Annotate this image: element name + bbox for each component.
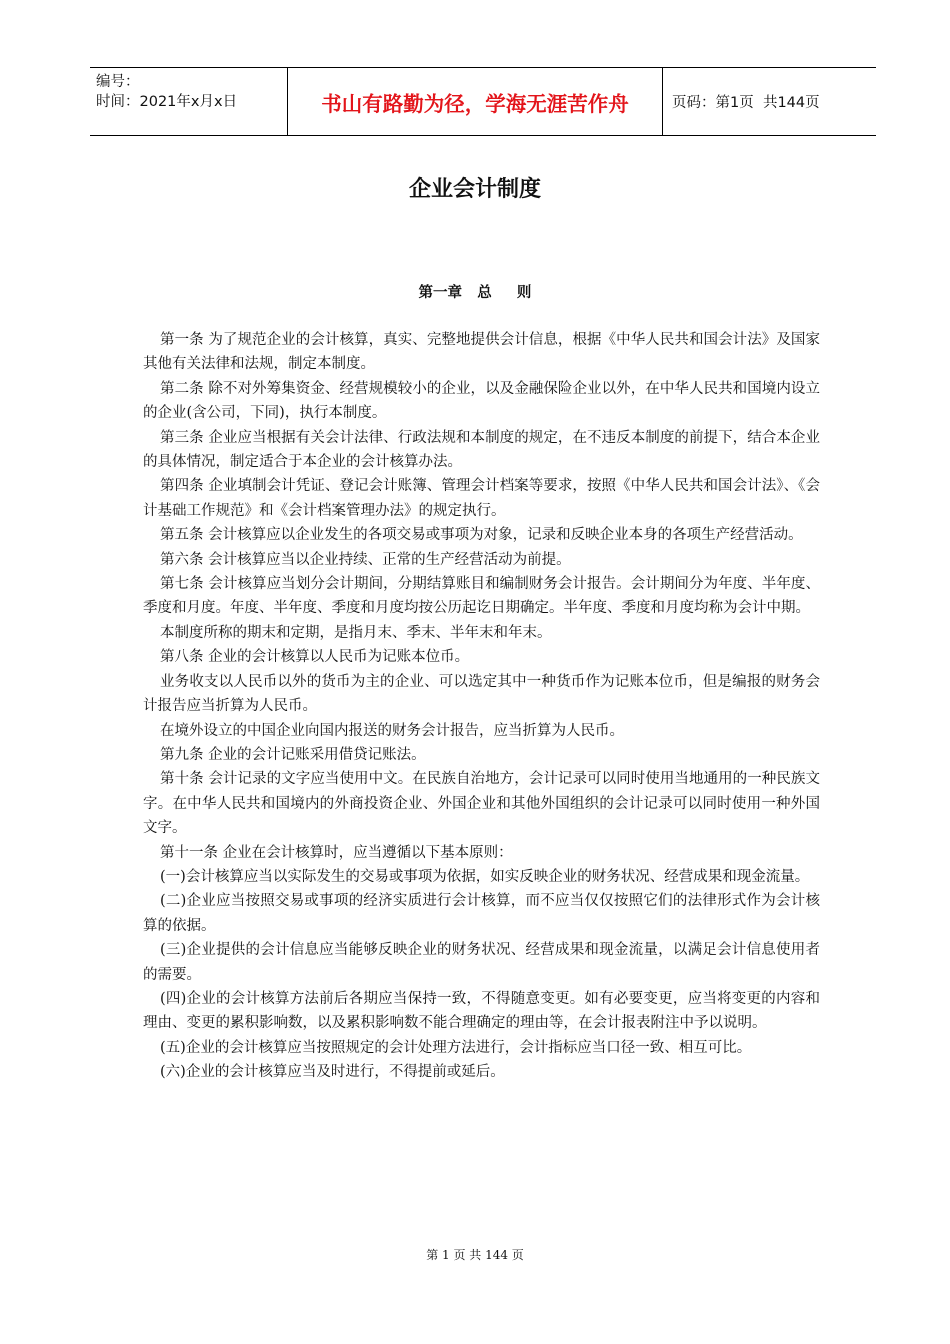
document-title: 企业会计制度 xyxy=(408,177,541,202)
paragraph: 本制度所称的期末和定期，是指月末、季末、半年末和年末。 xyxy=(160,624,552,641)
header-motto: 书山有路勤为径，学海无涯苦作舟 xyxy=(287,68,663,135)
document-body xyxy=(143,328,820,1085)
chapter-heading: 第一章 总 则 xyxy=(418,285,532,301)
paragraph: (四)企业的会计核算方法前后各期应当保持一致，不得随意变更。如有必要变更，应当将变更的内容和理由、变更的累积影响数，以及累积影响数不能合理确定的理由等，在会计报表附注中予以说明。 xyxy=(143,990,820,1032)
header-meta xyxy=(90,68,287,135)
paragraph: 第四条 企业填制会计凭证、登记会计账簿、管理会计档案等要求，按照《中华人民共和国会计法》、《会计基础工作规范》和《会计档案管理办法》的规定执行。 xyxy=(143,478,820,519)
paragraph: (三)企业提供的会计信息应当能够反映企业的财务状况、经营成果和现金流量，以满足会计信息使用者的需要。 xyxy=(143,942,820,983)
paragraph: 第一条 为了规范企业的会计核算，真实、完整地提供会计信息，根据《中华人民共和国会计法》及国家其他有关法律和法规，制定本制度。 xyxy=(143,332,820,373)
paragraph: (一)会计核算应当以实际发生的交易或事项为依据，如实反映企业的财务状况、经营成果和现金流量。 xyxy=(160,868,810,885)
header-number-label: 编号： xyxy=(96,74,140,90)
paragraph: (六)企业的会计核算应当及时进行，不得提前或延后。 xyxy=(160,1064,505,1081)
paragraph: (二)企业应当按照交易或事项的经济实质进行会计核算，而不应当仅仅按照它们的法律形式作为会计核算的依据。 xyxy=(143,893,820,934)
paragraph: 第三条 企业应当根据有关会计法律、行政法规和本制度的规定，在不违反本制度的前提下，结合本企业的具体情况，制定适合于本企业的会计核算办法。 xyxy=(143,429,820,471)
paragraph: 第十一条 企业在会计核算时，应当遵循以下基本原则： xyxy=(160,844,513,861)
paragraph: 第八条 企业的会计核算以人民币为记账本位币。 xyxy=(160,649,470,666)
paragraph: 第九条 企业的会计记账采用借贷记账法。 xyxy=(160,746,426,763)
paragraph: 在境外设立的中国企业向国内报送的财务会计报告，应当折算为人民币。 xyxy=(160,722,624,739)
paragraph: 第七条 会计核算应当划分会计期间，分期结算账目和编制财务会计报告。会计期间分为年度、半年度、季度和月度。年度、半年度、季度和月度均按公历起讫日期确定。半年度、季度和月度均称为会计中期。 xyxy=(143,576,820,617)
page-footer: 第 1 页 共 144 页 xyxy=(426,1248,524,1262)
page-header xyxy=(90,67,876,136)
paragraph: 业务收支以人民币以外的货币为主的企业、可以选定其中一种货币作为记账本位币，但是编报的财务会计报告应当折算为人民币。 xyxy=(143,673,820,715)
header-page-info: 页码：第1页 共144页 xyxy=(672,95,820,111)
paragraph: 第二条 除不对外筹集资金、经营规模较小的企业，以及金融保险企业以外，在中华人民共和国境内设立的企业(含公司，下同)，执行本制度。 xyxy=(143,380,820,422)
header-date-label: 时间：2021年x月x日 xyxy=(96,94,238,110)
paragraph: 第十条 会计记录的文字应当使用中文。在民族自治地方，会计记录可以同时使用当地通用的一种民族文字。在中华人民共和国境内的外商投资企业、外国企业和其他外国组织的会计记录可以同时使用一种外国文字。 xyxy=(143,771,820,837)
paragraph: 第五条 会计核算应以企业发生的各项交易或事项为对象，记录和反映企业本身的各项生产经营活动。 xyxy=(160,527,803,544)
paragraph: 第六条 会计核算应当以企业持续、正常的生产经营活动为前提。 xyxy=(160,551,571,568)
paragraph: (五)企业的会计核算应当按照规定的会计处理方法进行，会计指标应当口径一致、相互可比。 xyxy=(160,1039,752,1056)
